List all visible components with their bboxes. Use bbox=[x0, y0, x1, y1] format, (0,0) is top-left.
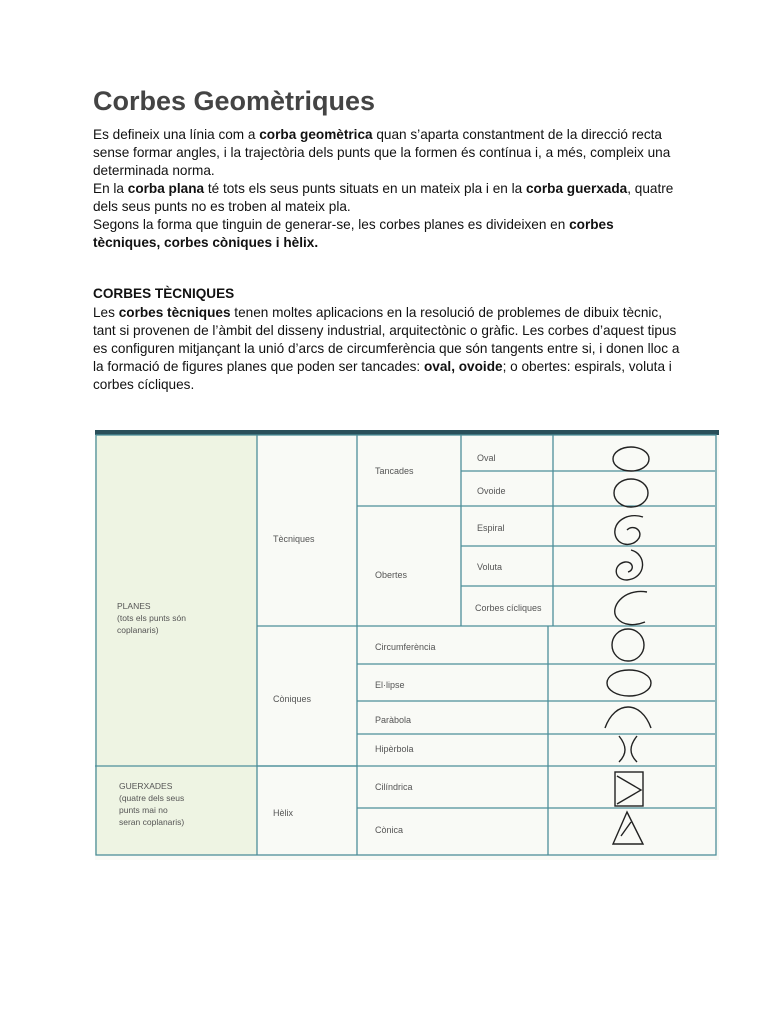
section-heading: CORBES TÈCNIQUES bbox=[93, 286, 235, 301]
hiperbola-label: Hipèrbola bbox=[375, 744, 414, 754]
intro-text-3: En la bbox=[93, 181, 128, 196]
hyperbola-shape bbox=[619, 736, 637, 762]
section-text-3: ; o obertes: espirals, voluta i corbes cícliques. bbox=[93, 359, 672, 392]
circumferencia-label: Circumferència bbox=[375, 642, 436, 652]
voluta-label: Voluta bbox=[477, 562, 503, 572]
cicliques-label: Corbes cícliques bbox=[475, 603, 542, 613]
section-text-2: tenen moltes aplicacions en la resolució de problemes de dibuix tècnic, tant si provenen de l’àmbit del disseny industrial, arquitectònic o gràfic. Les corbes d’aquest tipus es configuren mitjançant la unió d’arcs de circumferència que són tangents entre si, i donen lloc a la formació de figures planes que poden ser tancades: bbox=[93, 305, 680, 374]
coniques-label: Còniques bbox=[273, 694, 312, 704]
tancades-label: Tancades bbox=[375, 466, 414, 476]
parabola-label: Paràbola bbox=[375, 715, 412, 725]
cyclic-curve-shape bbox=[615, 591, 647, 624]
oval-shape bbox=[613, 447, 649, 471]
section-paragraph bbox=[93, 304, 683, 394]
section-bold-2: oval, ovoide bbox=[424, 359, 503, 374]
ovoide-label: Ovoide bbox=[477, 486, 506, 496]
volute-shape bbox=[616, 550, 642, 580]
section-text-1: Les bbox=[93, 305, 119, 320]
intro-bold-2: corba plana bbox=[127, 181, 205, 196]
ovoid-shape bbox=[614, 479, 648, 507]
intro-paragraph bbox=[93, 126, 683, 252]
intro-bold-1: corba geomètrica bbox=[259, 127, 373, 142]
intro-text-4: té tots els seus punts situats en un mateix pla i en la bbox=[204, 181, 526, 196]
parabola-shape bbox=[605, 707, 651, 728]
helix-label: Hèlix bbox=[273, 808, 294, 818]
spiral-shape bbox=[615, 516, 643, 545]
oval-label: Oval bbox=[477, 453, 496, 463]
ellipse-shape bbox=[607, 670, 651, 696]
guerxades-label: GUERXADES (quatre dels seus punts mai no seran coplanaris) bbox=[119, 781, 185, 827]
conical-helix-shape bbox=[613, 812, 643, 844]
obertes-label: Obertes bbox=[375, 570, 408, 580]
conica-label: Cònica bbox=[375, 825, 404, 835]
page-title: Corbes Geomètriques bbox=[93, 86, 376, 116]
circle-shape bbox=[612, 629, 644, 661]
planes-label: PLANES (tots els punts són coplanaris) bbox=[117, 601, 186, 635]
cylindrical-helix-shape bbox=[617, 776, 641, 804]
curves-classification-table bbox=[95, 430, 719, 860]
intro-text-6: Segons la forma que tinguin de generar-se, les corbes planes es divideixen en bbox=[93, 217, 570, 232]
intro-bold-4: corbes tècniques, corbes còniques i hèlix. bbox=[93, 217, 614, 250]
intro-text-5: , quatre dels seus punts no es troben al mateix pla. bbox=[93, 181, 674, 214]
espiral-label: Espiral bbox=[477, 523, 505, 533]
intro-text-2: quan s’aparta constantment de la direcció recta sense formar angles, i la trajectòria dels punts que la formen és contínua i, a més, compleix una determinada norma. bbox=[93, 127, 671, 178]
section-bold-1: corbes tècniques bbox=[118, 305, 231, 320]
tecniques-label: Tècniques bbox=[273, 534, 315, 544]
cilindrica-label: Cilíndrica bbox=[375, 782, 413, 792]
intro-bold-3: corba guerxada bbox=[525, 181, 628, 196]
intro-text-1: Es defineix una línia com a bbox=[93, 127, 260, 142]
ellipse-label: El·lipse bbox=[375, 680, 405, 690]
